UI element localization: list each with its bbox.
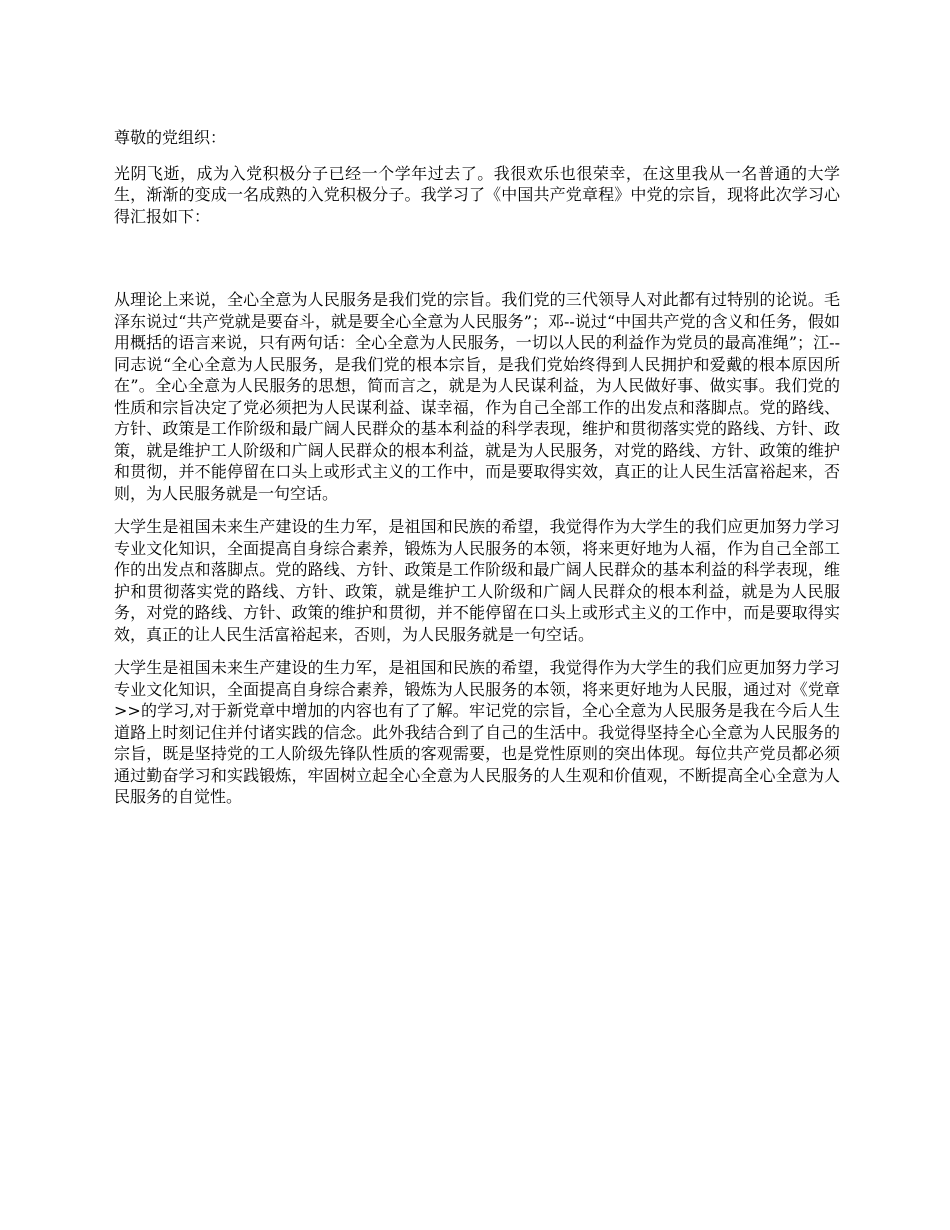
blank-line [114, 239, 840, 289]
paragraph-students-1: 大学生是祖国未来生产建设的生力军，是祖国和民族的希望，我觉得作为大学生的我们应更加努力学习专业文化知识，全面提高自身综合素养，锻炼为人民服务的本领，将来更好地为人福，作为自己全部工作的出发点和落脚点。党的路线、方针、政策是工作阶级和最广阔人民群众的基本利益的科学表现，维护和贯彻落实党的路线、方针、政策，就是维护工人阶级和广阔人民群众的根本利益，就是为人民服务，对党的路线、方针、政策的维护和贯彻，并不能停留在口头上或形式主义的工作中，而是要取得实效，真正的让人民生活富裕起来，否则，为人民服务就是一句空话。 [114, 517, 840, 644]
paragraph-students-2: 大学生是祖国未来生产建设的生力军，是祖国和民族的希望，我觉得作为大学生的我们应更加努力学习专业文化知识，全面提高自身综合素养，锻炼为人民服务的本领，将来更好地为人民服，通过对《党章>>的学习,对于新党章中增加的内容也有了了解。牢记党的宗旨，全心全意为人民服务是我在今后人生道路上时刻记住并付诸实践的信念。此外我结合到了自己的生活中。我觉得坚持全心全意为人民服务的宗旨，既是坚持党的工人阶级先锋队性质的客观需要，也是党性原则的突出体现。每位共产党员都必须通过勤奋学习和实践锻炼，牢固树立起全心全意为人民服务的人生观和价值观，不断提高全心全意为人民服务的自觉性。 [114, 658, 840, 806]
document-body [114, 127, 840, 820]
paragraph-intro: 光阴飞逝，成为入党积极分子已经一个学年过去了。我很欢乐也很荣幸，在这里我从一名普通的大学生，渐渐的变成一名成熟的入党积极分子。我学习了《中国共产党章程》中党的宗旨，现将此次学习心得汇报如下： [114, 163, 840, 226]
salutation: 尊敬的党组织： [114, 128, 227, 147]
paragraph-theory: 从理论上来说，全心全意为人民服务是我们党的宗旨。我们党的三代领导人对此都有过特别的论说。毛泽东说过“共产党就是要奋斗，就是要全心全意为人民服务”；邓--说过“中国共产党的含义和任务，假如用概括的语言来说，只有两句话：全心全意为人民服务，一切以人民的利益作为党员的最高准绳”；江--同志说“全心全意为人民服务，是我们党的根本宗旨，是我们党始终得到人民拥护和爱戴的根本原因所在”。全心全意为人民服务的思想，简而言之，就是为人民谋利益，为人民做好事、做实事。我们党的性质和宗旨决定了党必须把为人民谋利益、谋幸福，作为自己全部工作的出发点和落脚点。党的路线、方针、政策是工作阶级和最广阔人民群众的基本利益的科学表现，维护和贯彻落实党的路线、方针、政策，就是维护工人阶级和广阔人民群众的根本利益，就是为人民服务，对党的路线、方针、政策的维护和贯彻，并不能停留在口头上或形式主义的工作中，而是要取得实效，真正的让人民生活富裕起来，否则，为人民服务就是一句空话。 [114, 290, 840, 503]
